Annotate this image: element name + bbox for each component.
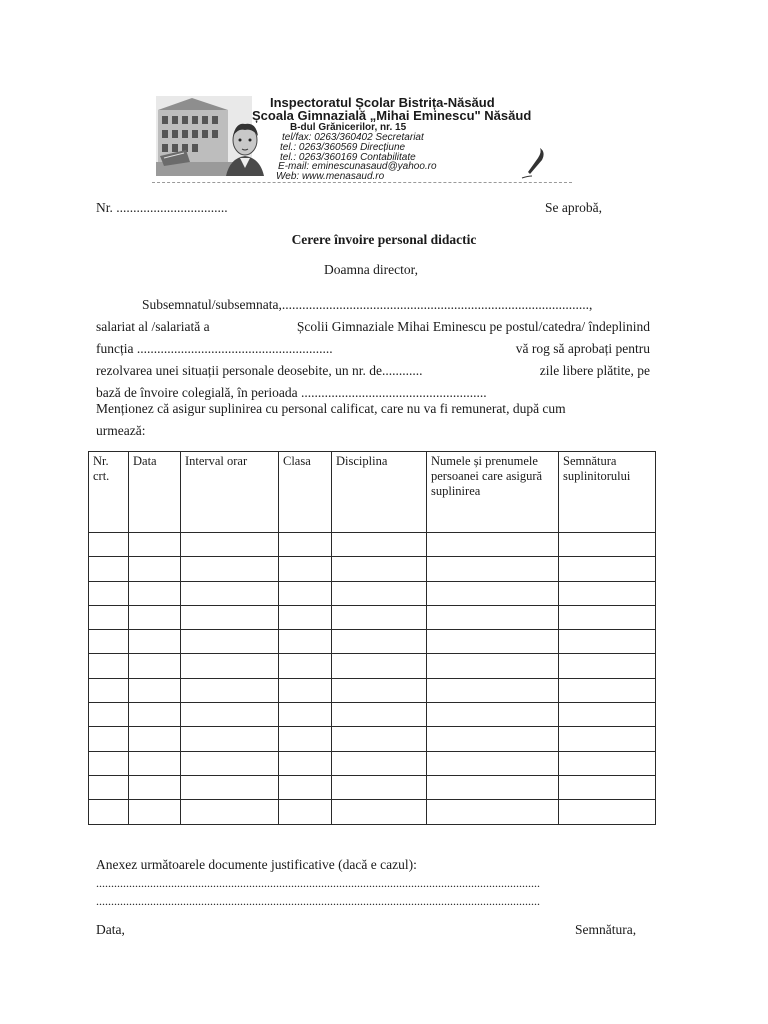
inspectorate-name: Inspectoratul Școlar Bistrița-Năsăud bbox=[270, 95, 495, 110]
function-line: funcția .......................................................... bbox=[96, 341, 333, 356]
table-cell[interactable] bbox=[129, 630, 181, 654]
table-cell[interactable] bbox=[89, 751, 129, 775]
position-label: Școlii Gimnaziale Mihai Eminescu pe postul/catedra/ îndeplinind bbox=[296, 319, 650, 334]
table-cell[interactable] bbox=[332, 727, 427, 751]
table-cell[interactable] bbox=[332, 533, 427, 557]
table-cell[interactable] bbox=[279, 557, 332, 581]
table-cell[interactable] bbox=[129, 751, 181, 775]
table-cell[interactable] bbox=[279, 654, 332, 678]
table-cell[interactable] bbox=[181, 654, 279, 678]
col-data: Data bbox=[129, 452, 181, 533]
website: Web: www.menasaud.ro bbox=[276, 171, 385, 182]
table-cell[interactable] bbox=[279, 775, 332, 799]
table-cell[interactable] bbox=[559, 678, 656, 702]
table-cell[interactable] bbox=[89, 703, 129, 727]
table-cell[interactable] bbox=[559, 654, 656, 678]
table-cell[interactable] bbox=[427, 800, 559, 824]
table-cell[interactable] bbox=[129, 557, 181, 581]
table-row bbox=[89, 654, 656, 678]
table-cell[interactable] bbox=[89, 678, 129, 702]
period-line: bază de învoire colegială, în perioada ....................................................... bbox=[96, 385, 487, 400]
table-cell[interactable] bbox=[279, 533, 332, 557]
table-cell[interactable] bbox=[129, 533, 181, 557]
table-cell[interactable] bbox=[427, 605, 559, 629]
col-nr-crt: Nr. crt. bbox=[89, 452, 129, 533]
employee-label: salariat al /salariată a bbox=[96, 319, 210, 334]
table-cell[interactable] bbox=[129, 727, 181, 751]
table-row bbox=[89, 605, 656, 629]
table-cell[interactable] bbox=[332, 654, 427, 678]
table-cell[interactable] bbox=[89, 557, 129, 581]
table-cell[interactable] bbox=[181, 678, 279, 702]
table-cell[interactable] bbox=[332, 557, 427, 581]
table-cell[interactable] bbox=[332, 703, 427, 727]
table-row bbox=[89, 630, 656, 654]
eminescu-portrait bbox=[222, 118, 268, 176]
table-row bbox=[89, 703, 656, 727]
table-cell[interactable] bbox=[559, 581, 656, 605]
table-cell[interactable] bbox=[332, 678, 427, 702]
table-cell[interactable] bbox=[89, 533, 129, 557]
table-cell[interactable] bbox=[89, 775, 129, 799]
table-cell[interactable] bbox=[427, 727, 559, 751]
table-cell[interactable] bbox=[332, 581, 427, 605]
approval-note: Se aprobă, bbox=[545, 200, 602, 215]
phone-direction: tel.: 0263/360569 Direcțiune bbox=[280, 142, 406, 153]
replacement-table bbox=[88, 451, 656, 825]
table-cell[interactable] bbox=[427, 775, 559, 799]
table-header-row bbox=[89, 452, 656, 533]
table-cell[interactable] bbox=[129, 581, 181, 605]
table-row bbox=[89, 727, 656, 751]
table-cell[interactable] bbox=[559, 557, 656, 581]
table-cell[interactable] bbox=[279, 581, 332, 605]
table-cell[interactable] bbox=[427, 581, 559, 605]
phone-secretariat: tel/fax: 0263/360402 Secretariat bbox=[282, 132, 424, 143]
school-name: Școala Gimnazială „Mihai Eminescu" Năsăud bbox=[252, 108, 532, 123]
table-cell[interactable] bbox=[427, 678, 559, 702]
table-cell[interactable] bbox=[89, 605, 129, 629]
table-cell[interactable] bbox=[89, 727, 129, 751]
table-cell[interactable] bbox=[427, 703, 559, 727]
col-disciplina: Disciplina bbox=[332, 452, 427, 533]
table-cell[interactable] bbox=[279, 703, 332, 727]
table-cell[interactable] bbox=[181, 557, 279, 581]
table-cell[interactable] bbox=[279, 630, 332, 654]
annex-label: Anexez următoarele documente justificative (dacă e cazul): bbox=[96, 857, 417, 872]
greeting: Doamna director, bbox=[324, 262, 418, 277]
days-count-line: rezolvarea unei situații personale deosebite, un nr. de............ bbox=[96, 363, 423, 378]
table-cell[interactable] bbox=[279, 605, 332, 629]
table-cell[interactable] bbox=[89, 630, 129, 654]
col-substitute-signature: Semnătura suplinitorului bbox=[559, 452, 656, 533]
table-cell[interactable] bbox=[181, 751, 279, 775]
table-cell[interactable] bbox=[181, 605, 279, 629]
table-cell[interactable] bbox=[129, 775, 181, 799]
table-cell[interactable] bbox=[181, 581, 279, 605]
table-cell[interactable] bbox=[427, 533, 559, 557]
table-cell[interactable] bbox=[279, 678, 332, 702]
table-cell[interactable] bbox=[181, 630, 279, 654]
annex-line-2[interactable]: .................................................................................................................................................... bbox=[96, 894, 540, 908]
replacement-mention bbox=[96, 398, 650, 442]
table-row bbox=[89, 557, 656, 581]
col-interval-orar: Interval orar bbox=[181, 452, 279, 533]
school-address: B-dul Grănicerilor, nr. 15 bbox=[290, 122, 407, 133]
table-cell[interactable] bbox=[181, 727, 279, 751]
request-text: vă rog să aprobați pentru bbox=[515, 341, 650, 356]
table-cell[interactable] bbox=[89, 800, 129, 824]
table-cell[interactable] bbox=[559, 703, 656, 727]
table-cell[interactable] bbox=[332, 605, 427, 629]
table-cell[interactable] bbox=[279, 751, 332, 775]
table-cell[interactable] bbox=[427, 654, 559, 678]
table-cell[interactable] bbox=[279, 727, 332, 751]
table-cell[interactable] bbox=[129, 703, 181, 727]
table-cell[interactable] bbox=[89, 581, 129, 605]
table-cell[interactable] bbox=[332, 630, 427, 654]
table-cell[interactable] bbox=[89, 654, 129, 678]
table-cell[interactable] bbox=[181, 800, 279, 824]
table-cell[interactable] bbox=[129, 800, 181, 824]
request-paragraph bbox=[96, 294, 650, 404]
email-address: E-mail: eminescunasaud@yahoo.ro bbox=[278, 161, 437, 172]
table-cell[interactable] bbox=[559, 533, 656, 557]
table-cell[interactable] bbox=[181, 703, 279, 727]
table-cell[interactable] bbox=[559, 727, 656, 751]
quill-pen-icon bbox=[518, 146, 548, 180]
table-row bbox=[89, 581, 656, 605]
table-cell[interactable] bbox=[181, 533, 279, 557]
name-line: Subsemnatul/subsemnata,..........................................................................................., bbox=[142, 297, 593, 312]
phone-accounting: tel.: 0263/360169 Contabilitate bbox=[280, 152, 416, 163]
table-row bbox=[89, 678, 656, 702]
table-cell[interactable] bbox=[427, 751, 559, 775]
table-cell[interactable] bbox=[559, 751, 656, 775]
document-title: Cerere învoire personal didactic bbox=[291, 232, 477, 247]
signature-label: Semnătura, bbox=[575, 922, 637, 937]
table-cell[interactable] bbox=[559, 775, 656, 799]
table-row bbox=[89, 800, 656, 824]
col-clasa: Clasa bbox=[279, 452, 332, 533]
table-cell[interactable] bbox=[181, 775, 279, 799]
table-cell[interactable] bbox=[129, 678, 181, 702]
table-cell[interactable] bbox=[129, 605, 181, 629]
mention-line-1: Menționez că asigur suplinirea cu personal calificat, care nu va fi remunerat, după cum bbox=[96, 401, 566, 416]
table-cell[interactable] bbox=[129, 654, 181, 678]
paid-days-text: zile libere plătite, pe bbox=[539, 363, 650, 378]
table-row bbox=[89, 775, 656, 799]
table-cell[interactable] bbox=[279, 800, 332, 824]
header-divider bbox=[152, 182, 572, 183]
table-row bbox=[89, 533, 656, 557]
col-substitute-name: Numele și prenumele persoanei care asigură suplinirea bbox=[427, 452, 559, 533]
table-cell[interactable] bbox=[427, 557, 559, 581]
date-label: Data, bbox=[96, 922, 125, 937]
table-cell[interactable] bbox=[559, 800, 656, 824]
table-cell[interactable] bbox=[427, 630, 559, 654]
mention-line-2: urmează: bbox=[96, 423, 146, 438]
table-cell[interactable] bbox=[332, 800, 427, 824]
table-row bbox=[89, 751, 656, 775]
registration-number: Nr. ................................. bbox=[96, 200, 228, 215]
table-cell[interactable] bbox=[559, 630, 656, 654]
table-cell[interactable] bbox=[332, 751, 427, 775]
table-cell[interactable] bbox=[559, 605, 656, 629]
table-cell[interactable] bbox=[332, 775, 427, 799]
annex-line-1[interactable]: .................................................................................................................................................... bbox=[96, 876, 540, 890]
